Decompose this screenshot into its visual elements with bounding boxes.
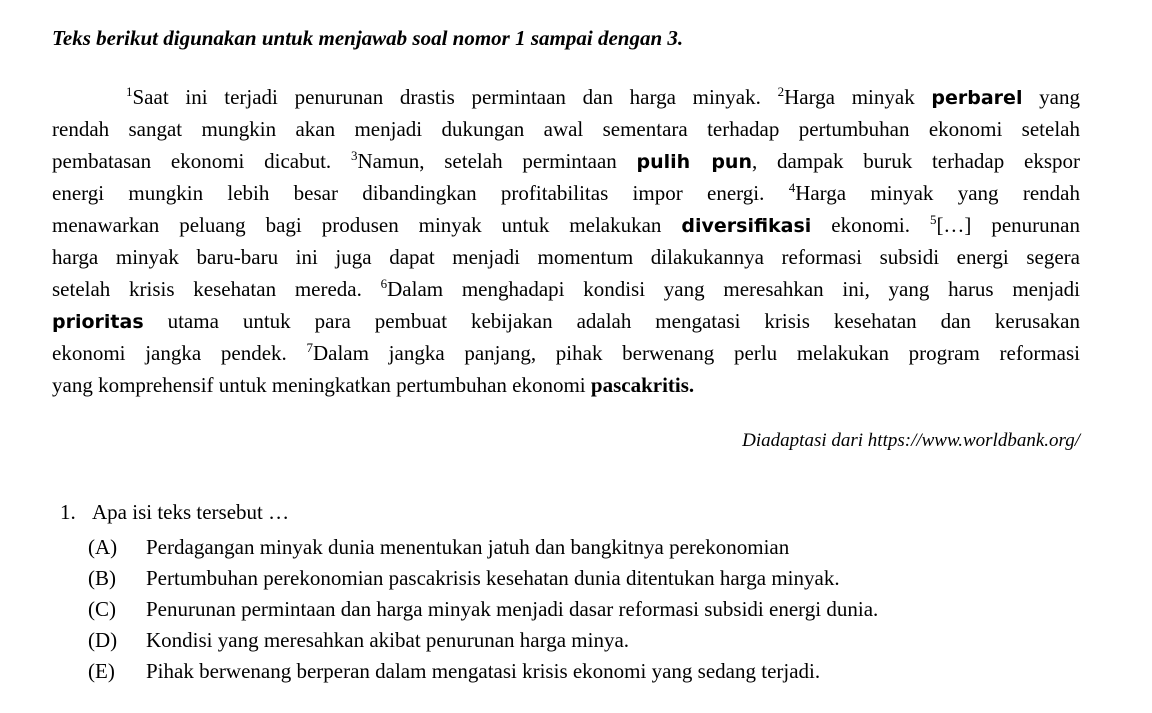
passage-text: yang komprehensif untuk meningkatkan pertumbuhan ekonomi xyxy=(52,373,591,397)
passage-line-1 xyxy=(52,81,1080,113)
option-d[interactable] xyxy=(88,625,878,656)
question-1 xyxy=(60,500,289,525)
sentence-number: 6 xyxy=(380,276,388,291)
passage-text: , dampak buruk terhadap ekspor xyxy=(751,149,1080,173)
passage-line-5 xyxy=(52,209,1080,241)
sentence-number: 7 xyxy=(306,340,313,355)
source-citation: Diadaptasi dari https://www.worldbank.org/ xyxy=(742,430,1080,451)
passage-text: […] penurunan xyxy=(936,213,1080,237)
passage-text: Dalam jangka panjang, pihak berwenang perlu melakukan program reformasi xyxy=(312,341,1080,365)
option-letter: (A) xyxy=(88,535,118,559)
passage-text: yang xyxy=(1022,85,1080,109)
sentence-number: 4 xyxy=(788,180,796,195)
keyword-diversifikasi: diversifikasi xyxy=(681,215,812,237)
passage-text: utama untuk para pembuat kebijakan adalah mengatasi krisis kesehatan dan kerusakan xyxy=(143,309,1080,333)
sentence-number: 1 xyxy=(126,84,133,99)
answer-options xyxy=(88,532,878,687)
question-text: Apa isi teks tersebut … xyxy=(92,500,290,524)
passage-text: pembatasan ekonomi dicabut. xyxy=(52,149,351,173)
reading-passage xyxy=(52,81,1080,401)
keyword-prioritas: prioritas xyxy=(52,311,144,333)
passage-text: ekonomi. xyxy=(811,213,930,237)
option-a[interactable] xyxy=(88,532,878,563)
keyword-pascakritis: pascakritis. xyxy=(590,373,695,397)
passage-line-10 xyxy=(52,369,1080,401)
option-letter: (E) xyxy=(88,659,115,683)
passage-line-3 xyxy=(52,145,1080,177)
option-letter: (D) xyxy=(88,628,118,652)
option-e[interactable] xyxy=(88,656,878,687)
passage-line-7 xyxy=(52,273,1080,305)
option-text: Kondisi yang meresahkan akibat penurunan harga minya. xyxy=(146,628,630,652)
option-text: Pihak berwenang berperan dalam mengatasi krisis ekonomi yang sedang terjadi. xyxy=(146,659,821,683)
sentence-number: 3 xyxy=(350,148,358,163)
passage-line-4 xyxy=(52,177,1080,209)
passage-text: setelah krisis kesehatan mereda. xyxy=(52,277,381,301)
keyword-pulih-pun: pulih pun xyxy=(636,151,752,173)
passage-text: Dalam menghadapi kondisi yang meresahkan ini, yang harus menjadi xyxy=(387,277,1080,301)
passage-line-9 xyxy=(52,337,1080,369)
option-text: Pertumbuhan perekonomian pascakrisis kesehatan dunia ditentukan harga minyak. xyxy=(146,566,840,590)
question-number: 1. xyxy=(60,500,76,524)
option-letter: (B) xyxy=(88,566,116,590)
passage-line-8 xyxy=(52,305,1080,337)
option-letter: (C) xyxy=(88,597,116,621)
sentence-number: 5 xyxy=(929,212,937,227)
passage-text: Namun, setelah permintaan xyxy=(357,149,637,173)
passage-text: menawarkan peluang bagi produsen minyak untuk melakukan xyxy=(52,213,682,237)
option-text: Perdagangan minyak dunia menentukan jatuh dan bangkitnya perekonomian xyxy=(146,535,790,559)
option-b[interactable] xyxy=(88,563,878,594)
passage-text: Saat ini terjadi penurunan drastis permintaan dan harga minyak. xyxy=(132,85,778,109)
keyword-perbarel: perbarel xyxy=(931,87,1023,109)
passage-line-6: harga minyak baru-baru ini juga dapat menjadi momentum dilakukannya reformasi subsidi energi segera xyxy=(52,245,1080,269)
passage-text: Harga minyak xyxy=(784,85,932,109)
passage-line-2: rendah sangat mungkin akan menjadi dukungan awal sementara terhadap pertumbuhan ekonomi setelah xyxy=(52,117,1080,141)
passage-text: energi mungkin lebih besar dibandingkan profitabilitas impor energi. xyxy=(52,181,789,205)
passage-text: ekonomi jangka pendek. xyxy=(52,341,307,365)
option-text: Penurunan permintaan dan harga minyak menjadi dasar reformasi subsidi energi dunia. xyxy=(146,597,879,621)
instruction-heading: Teks berikut digunakan untuk menjawab soal nomor 1 sampai dengan 3. xyxy=(52,26,684,50)
passage-text: Harga minyak yang rendah xyxy=(795,181,1080,205)
sentence-number: 2 xyxy=(777,84,785,99)
option-c[interactable] xyxy=(88,594,878,625)
